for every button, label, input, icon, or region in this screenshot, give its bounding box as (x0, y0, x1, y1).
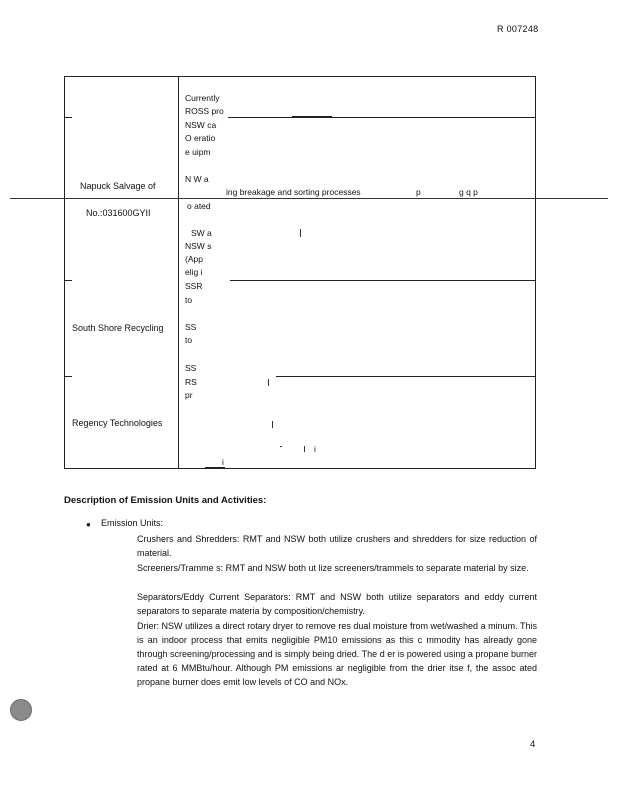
table-line-fragment (228, 117, 536, 118)
cell-fragment: SSR (185, 281, 203, 291)
cell-fragment: o ated (187, 201, 211, 211)
table-line-fragment (276, 376, 536, 377)
facility-table (64, 76, 536, 469)
cell-fragment: to (185, 295, 193, 305)
cell-fragment: (App (185, 254, 203, 264)
cell-fragment: NSW ca (185, 120, 217, 130)
cell-fragment: i (314, 444, 316, 454)
row-label-regency: Regency Technologies (72, 418, 163, 428)
row-label-south-shore: South Shore Recycling (72, 323, 164, 333)
row-label-napuck-number: No.:031600GYII (86, 208, 151, 218)
scan-mark (280, 446, 282, 447)
cell-fragment: O eratio (185, 133, 216, 143)
bullet-icon: ● (86, 520, 91, 529)
cell-fragment: i (222, 457, 224, 467)
cell-fragment: NSW s (185, 241, 212, 251)
cell-fragment: Currently (185, 93, 220, 103)
document-id: R 007248 (497, 24, 539, 34)
hole-punch-mark (10, 699, 32, 721)
cell-fragment: ing breakage and sorting processes (226, 187, 361, 197)
scan-mark (300, 229, 301, 237)
cell-fragment: e uipm (185, 147, 211, 157)
emission-units-label: Emission Units: (101, 518, 164, 528)
cell-fragment: RS (185, 377, 197, 387)
table-line-fragment (64, 280, 72, 281)
paragraph-crushers: Crushers and Shredders: RMT and NSW both utilize crushers and shredders for size reduction of material. (137, 534, 537, 559)
section-title: Description of Emission Units and Activities: (64, 495, 267, 506)
paragraph-drier: Drier: NSW utilizes a direct rotary dryer to remove res dual moisture from wet/washed a minum. This is an indoor process that emits negligible PM10 emissions as this c mmodity has already gone through screening/processing and is simply being dried. The d er is powered using a propane burner rated at 6 MMBtu/hour. Although PM emissions ar negligible from the drier itse f, the assoc ated propane burner does emit low levels of CO and NOx. (137, 621, 537, 688)
cell-fragment: SS (185, 363, 197, 373)
scan-mark (272, 421, 273, 428)
scan-mark (304, 446, 305, 452)
cell-fragment: ROSS pro (185, 106, 224, 116)
page-number: 4 (530, 739, 536, 750)
cell-fragment: SS (185, 322, 197, 332)
table-line-fragment (252, 76, 282, 77)
cell-fragment: elig i (185, 267, 203, 277)
table-line-fragment (64, 117, 72, 118)
table-line-fragment (64, 376, 72, 377)
row-label-napuck: Napuck Salvage of (80, 181, 156, 191)
table-column-divider (178, 76, 179, 469)
paragraph-separators: Separators/Eddy Current Separators: RMT and NSW both utilize separators and eddy current separators to separate materia by composition/chemistry. (137, 592, 537, 617)
scan-mark (268, 379, 269, 386)
cell-fragment: pr (185, 390, 193, 400)
cell-fragment: N W a (185, 174, 209, 184)
table-line-fragment (292, 116, 332, 117)
cell-fragment: to (185, 335, 193, 345)
cell-fragment: p (416, 187, 421, 197)
table-line-fragment (230, 280, 536, 281)
paragraph-screeners: Screeners/Tramme s: RMT and NSW both ut lize screeners/trammels to separate material by size. (137, 563, 529, 573)
cell-fragment: g q p (459, 187, 478, 197)
cell-fragment: SW a (191, 228, 212, 238)
